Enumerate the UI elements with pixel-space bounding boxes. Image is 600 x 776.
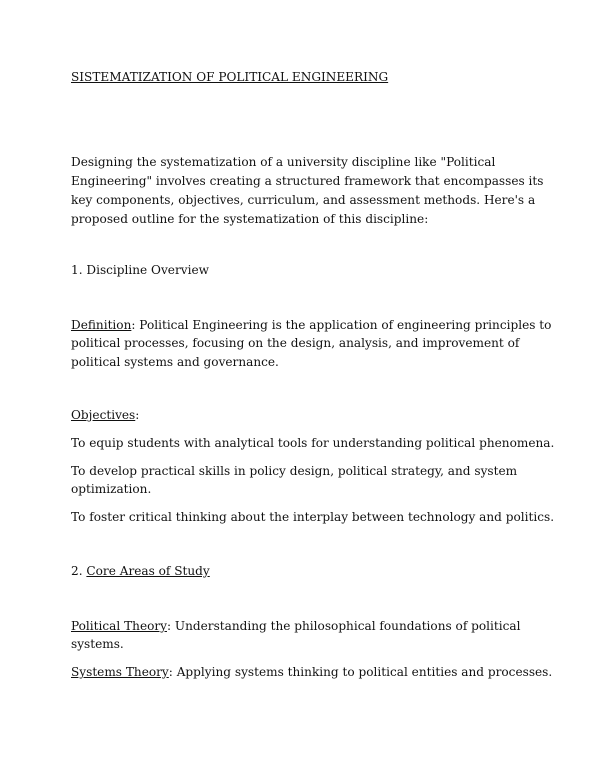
intro-paragraph-line-1: Designing the systematization of a university discipline like "Political xyxy=(71,155,496,169)
definition-line-1 xyxy=(71,316,551,334)
objective-item-2-line-1: To develop practical skills in policy design, political strategy, and system xyxy=(71,464,518,478)
section-2-heading xyxy=(71,562,210,580)
section-2-title: Core Areas of Study xyxy=(86,564,210,578)
definition-line-3: political systems and governance. xyxy=(71,355,279,369)
systems-theory-line xyxy=(71,663,552,681)
systems-theory-label: Systems Theory xyxy=(71,665,169,679)
intro-paragraph-line-4: proposed outline for the systematization of this discipline: xyxy=(71,212,429,226)
political-theory-line-1 xyxy=(71,617,520,635)
objective-item-3: To foster critical thinking about the interplay between technology and politics. xyxy=(71,510,555,524)
definition-line-2: political processes, focusing on the design, analysis, and improvement of xyxy=(71,336,520,350)
section-2-number: 2. xyxy=(71,564,87,578)
objective-item-2-line-2: optimization. xyxy=(71,482,152,496)
political-theory-text-1: : Understanding the philosophical foundations of political xyxy=(167,619,521,633)
document-title: SISTEMATIZATION OF POLITICAL ENGINEERING xyxy=(71,70,389,84)
intro-paragraph-line-2: Engineering" involves creating a structured framework that encompasses its xyxy=(71,174,544,188)
political-theory-line-2: systems. xyxy=(71,637,124,651)
intro-paragraph-line-3: key components, objectives, curriculum, and assessment methods. Here's a xyxy=(71,193,536,207)
objectives-label: Objectives xyxy=(71,408,136,422)
objectives-colon: : xyxy=(135,408,140,422)
objectives-heading xyxy=(71,406,139,424)
section-1-heading: 1. Discipline Overview xyxy=(71,263,209,277)
definition-text-1: : Political Engineering is the application of engineering principles to xyxy=(131,318,552,332)
objective-item-1: To equip students with analytical tools for understanding political phenomena. xyxy=(71,436,555,450)
political-theory-label: Political Theory xyxy=(71,619,167,633)
systems-theory-text: : Applying systems thinking to political entities and processes. xyxy=(168,665,553,679)
definition-label: Definition xyxy=(71,318,132,332)
